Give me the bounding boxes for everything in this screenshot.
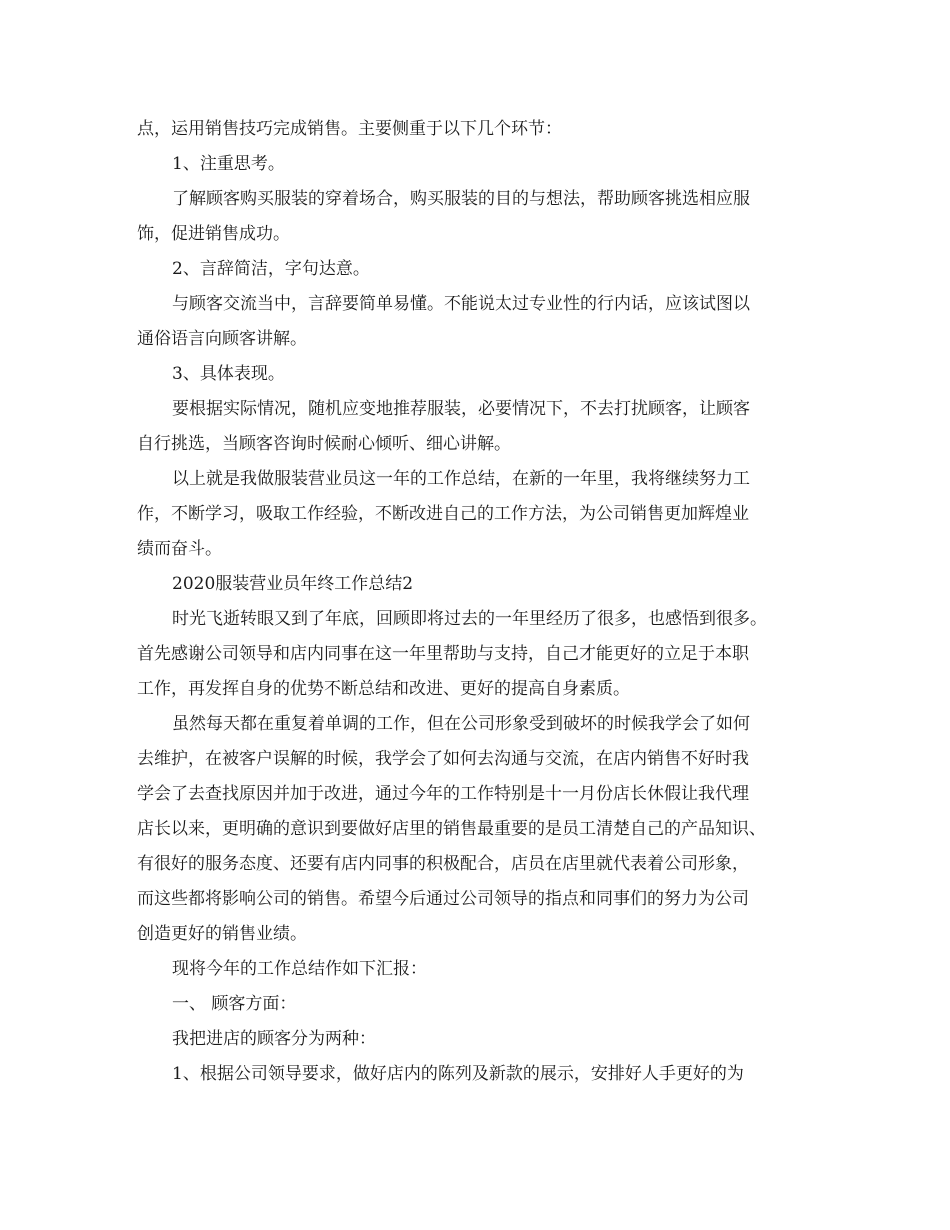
- text-line: 以上就是我做服装营业员这一年的工作总结，在新的一年里，我将继续努力工: [172, 469, 750, 489]
- text-line: 时光飞逝转眼又到了年底，回顾即将过去的一年里经历了很多，也感悟到很多。: [172, 609, 767, 629]
- text-line: 店长以来，更明确的意识到要做好店里的销售最重要的是员工清楚自己的产品知识、: [137, 819, 766, 839]
- text-line: 绩而奋斗。: [137, 539, 222, 559]
- text-line: 而这些都将影响公司的销售。希望今后通过公司领导的指点和同事们的努力为公司: [137, 889, 749, 909]
- text-line: 了解顾客购买服装的穿着场合，购买服装的目的与想法，帮助顾客挑选相应服: [172, 189, 750, 209]
- text-line: 工作，再发挥自身的优势不断总结和改进、更好的提高自身素质。: [137, 679, 630, 699]
- text-line: 创造更好的销售业绩。: [137, 924, 307, 944]
- text-line: 有很好的服务态度、还要有店内同事的积极配合，店员在店里就代表着公司形象，: [137, 854, 749, 874]
- text-line: 饰，促进销售成功。: [137, 224, 290, 244]
- text-line: 作，不断学习，吸取工作经验，不断改进自己的工作方法，为公司销售更加辉煌业: [137, 504, 749, 524]
- text-line: 虽然每天都在重复着单调的工作，但在公司形象受到破坏的时候我学会了如何: [172, 714, 750, 734]
- text-line: 一、 顾客方面：: [172, 994, 297, 1014]
- text-line: 1、注重思考。: [172, 154, 285, 174]
- text-line: 自行挑选，当顾客咨询时候耐心倾听、细心讲解。: [137, 434, 511, 454]
- text-line: 3、具体表现。: [172, 364, 285, 384]
- text-line: 去维护，在被客户误解的时候，我学会了如何去沟通与交流，在店内销售不好时我: [137, 749, 749, 769]
- text-line: 学会了去查找原因并加于改进，通过今年的工作特别是十一月份店长休假让我代理: [137, 784, 749, 804]
- text-line: 2、言辞简洁，字句达意。: [172, 259, 370, 279]
- text-line: 与顾客交流当中，言辞要简单易懂。不能说太过专业性的行内话，应该试图以: [172, 294, 750, 314]
- text-line: 首先感谢公司领导和店内同事在这一年里帮助与支持，自己才能更好的立足于本职: [137, 644, 749, 664]
- document-body: [137, 112, 827, 1092]
- text-line: 2020服装营业员年终工作总结2: [172, 574, 414, 594]
- text-line: 1、根据公司领导要求，做好店内的陈列及新款的展示，安排好人手更好的为: [172, 1064, 744, 1084]
- text-line: 通俗语言向顾客讲解。: [137, 329, 307, 349]
- text-line: 要根据实际情况，随机应变地推荐服装，必要情况下，不去打扰顾客，让顾客: [172, 399, 750, 419]
- text-line: 点，运用销售技巧完成销售。主要侧重于以下几个环节：: [137, 119, 562, 139]
- text-line: 现将今年的工作总结作如下汇报：: [172, 959, 427, 979]
- text-line: 我把进店的顾客分为两种：: [172, 1029, 376, 1049]
